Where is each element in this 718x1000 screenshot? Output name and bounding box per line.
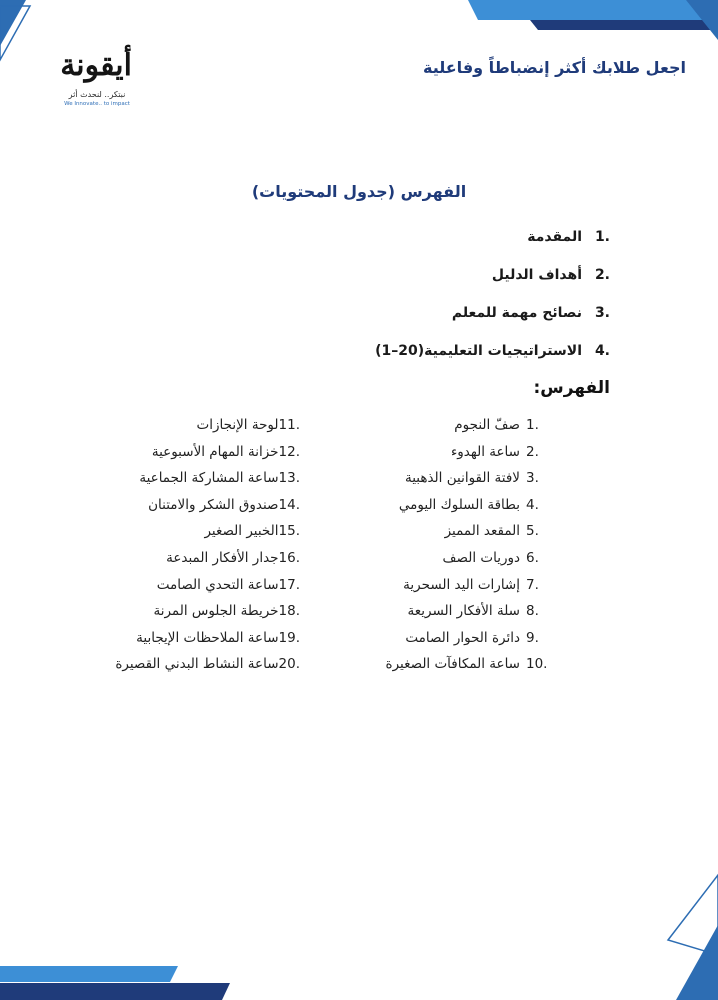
index-item xyxy=(386,600,549,627)
toc-item xyxy=(375,226,610,264)
index-item-number: 20. xyxy=(278,656,300,673)
toc-item xyxy=(375,340,610,378)
toc-item-label: المقدمة xyxy=(527,229,582,245)
index-item-number: 10. xyxy=(526,656,548,673)
index-item-number: 4. xyxy=(526,496,539,513)
index-item-label: لافتة القوانين الذهبية xyxy=(404,470,520,487)
toc-list xyxy=(375,226,610,378)
toc-item-number: 3. xyxy=(594,305,610,321)
index-item xyxy=(115,441,300,468)
index-column-right xyxy=(386,414,549,680)
band-bottom-left-light xyxy=(0,966,178,982)
index-item xyxy=(386,574,549,601)
corner-stripe-top-left xyxy=(0,0,26,46)
index-item xyxy=(115,600,300,627)
index-item-number: 15. xyxy=(278,523,300,540)
logo-tagline-ar: نبتكر.. لنحدث أثر xyxy=(68,90,126,99)
logo xyxy=(62,46,132,121)
index-item-number: 19. xyxy=(278,629,300,646)
index-item-label: دائرة الحوار الصامت xyxy=(405,629,520,646)
toc-item xyxy=(375,302,610,340)
index-item-number: 8. xyxy=(526,603,539,620)
index-item-label: دوريات الصف xyxy=(442,549,520,566)
index-item xyxy=(115,547,300,574)
index-item-label: بطاقة السلوك اليومي xyxy=(398,496,520,513)
band-top-right-light xyxy=(468,0,718,20)
index-item xyxy=(115,653,300,680)
toc-item-number: 1. xyxy=(594,229,610,245)
index-item-label: ساعة المشاركة الجماعية xyxy=(139,470,279,487)
index-item-number: 6. xyxy=(526,549,539,566)
index-item-label: ساعة النشاط البدني القصيرة xyxy=(115,656,279,673)
index-item-label: ساعة التحدي الصامت xyxy=(156,576,279,593)
index-item-label: خريطة الجلوس المرنة xyxy=(153,603,279,620)
logo-mark: أيقونة xyxy=(60,48,132,83)
toc-item-label: أهداف الدليل xyxy=(491,267,582,283)
index-item-number: 9. xyxy=(526,629,539,646)
index-item xyxy=(386,467,549,494)
index-item-label: المقعد المميز xyxy=(444,523,520,540)
header-title: اجعل طلابك أكثر إنضباطاً وفاعلية xyxy=(422,58,686,77)
index-item-label: صندوق الشكر والامتنان xyxy=(148,496,279,513)
index-column-left xyxy=(115,414,300,680)
index-item-label: ساعة المكافآت الصغيرة xyxy=(385,656,520,673)
index-title: الفهرس: xyxy=(533,378,610,398)
index-item xyxy=(386,653,549,680)
index-item-label: لوحة الإنجازات xyxy=(196,417,279,433)
index-item xyxy=(386,547,549,574)
index-item xyxy=(386,494,549,521)
index-item-number: 5. xyxy=(526,523,539,540)
index-item xyxy=(115,574,300,601)
index-item xyxy=(115,414,300,441)
index-item xyxy=(386,520,549,547)
logo-tagline-en: We Innovate.. to impact xyxy=(64,101,130,107)
index-item xyxy=(386,441,549,468)
index-item xyxy=(386,414,549,441)
band-bottom-left-dark xyxy=(0,983,230,1000)
index-item xyxy=(115,520,300,547)
toc-item-label: الاستراتيجيات التعليمية(20–1) xyxy=(375,343,582,359)
index-item-number: 16. xyxy=(278,549,300,566)
index-item xyxy=(115,494,300,521)
index-item xyxy=(115,467,300,494)
index-item-label: صفّ النجوم xyxy=(454,417,520,433)
index-item-label: ساعة الهدوء xyxy=(450,443,520,460)
index-item-number: 7. xyxy=(526,576,539,593)
index-item xyxy=(386,627,549,654)
index-item-label: الخبير الصغير xyxy=(204,523,279,540)
index-item-label: ساعة الملاحظات الإيجابية xyxy=(136,629,279,646)
index-item-number: 17. xyxy=(278,576,300,593)
index-item-number: 13. xyxy=(278,470,300,487)
index-item-number: 1. xyxy=(526,417,539,433)
toc-item-label: نصائح مهمة للمعلم xyxy=(451,305,582,321)
band-top-right-dark xyxy=(530,20,718,30)
toc-item-number: 2. xyxy=(594,267,610,283)
index-item-number: 18. xyxy=(278,603,300,620)
index-item-label: سلة الأفكار السريعة xyxy=(407,603,520,620)
index-item-number: 2. xyxy=(526,443,539,460)
index-item-number: 14. xyxy=(278,496,300,513)
index-item-label: جدار الأفكار المبدعة xyxy=(166,549,279,566)
toc-item-number: 4. xyxy=(594,343,610,359)
index-item-label: خزانة المهام الأسبوعية xyxy=(151,443,279,460)
index-item xyxy=(115,627,300,654)
index-item-label: إشارات اليد السحرية xyxy=(403,576,520,593)
index-item-number: 12. xyxy=(278,443,300,460)
index-item-number: 11. xyxy=(278,417,300,433)
index-item-number: 3. xyxy=(526,470,539,487)
corner-triangle-bottom-right xyxy=(676,925,718,1000)
toc-item xyxy=(375,264,610,302)
toc-title: الفهرس (جدول المحتويات) xyxy=(251,182,467,201)
